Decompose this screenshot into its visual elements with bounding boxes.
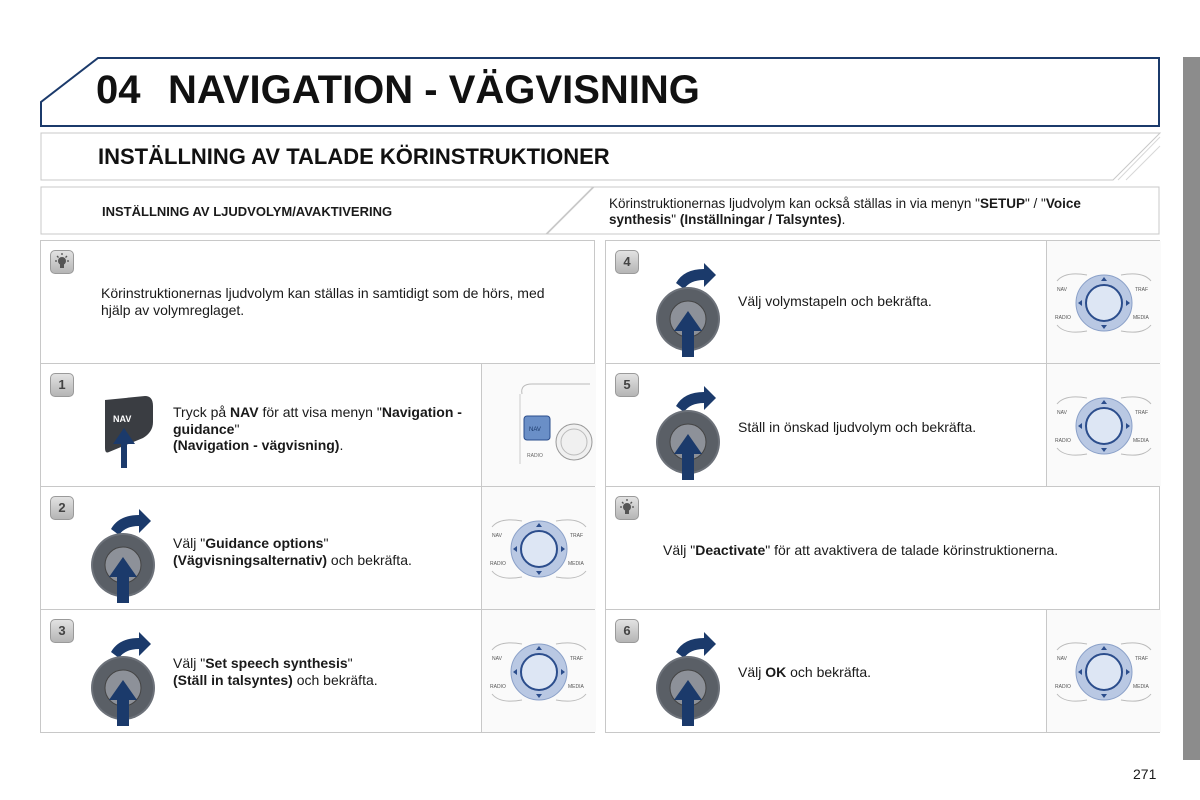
step-3-cell <box>40 609 595 733</box>
section-title: INSTÄLLNING AV TALADE KÖRINSTRUKTIONER <box>98 144 610 169</box>
step-number-badge: 3 <box>50 619 74 643</box>
chapter-title: NAVIGATION - VÄGVISNING <box>168 68 700 112</box>
tip-text: Körinstruktionernas ljudvolym kan ställas in samtidigt som de hörs, med hjälp av volymreglaget. <box>101 285 545 318</box>
step-number-badge: 4 <box>615 250 639 274</box>
control-panel-thumbnail <box>481 610 596 732</box>
thumb-media-label: MEDIA <box>1133 315 1149 321</box>
step-1-cell <box>40 363 595 487</box>
step-4-cell <box>605 240 1160 364</box>
step-3-text: Välj "Set speech synthesis" (Ställ in talsyntes) och bekräfta. <box>173 655 378 688</box>
thumb-radio-label: RADIO <box>1055 438 1071 444</box>
control-panel-thumbnail <box>1046 241 1161 363</box>
thumb-radio-label: RADIO <box>490 684 506 690</box>
rotary-knob-icon <box>654 255 726 359</box>
step-number-badge: 6 <box>615 619 639 643</box>
step-4-text: Välj volymstapeln och bekräfta. <box>738 293 932 309</box>
step-6-text: Välj OK och bekräfta. <box>738 664 872 680</box>
step-number-badge: 1 <box>50 373 74 397</box>
thumb-traf-label: TRAF <box>570 533 584 539</box>
step-5-cell <box>605 363 1160 487</box>
control-panel-thumbnail <box>481 487 596 609</box>
thumb-media-label: MEDIA <box>1133 684 1149 690</box>
step-1-text: Tryck på NAV för att visa menyn "Navigation - guidance" (Navigation - vägvisning). <box>173 404 462 453</box>
thumb-nav-label: NAV <box>1057 287 1067 293</box>
rotary-knob-icon <box>89 501 161 605</box>
tip-cell-deactivate <box>605 486 1160 610</box>
step-number-badge: 5 <box>615 373 639 397</box>
thumb-traf-label: TRAF <box>1135 287 1149 293</box>
thumb-media-label: MEDIA <box>1133 438 1149 444</box>
thumb-traf-label: TRAF <box>570 656 584 662</box>
step-6-cell <box>605 609 1160 733</box>
thumb-nav-label: NAV <box>1057 656 1067 662</box>
step-5-text: Ställ in önskad ljudvolym och bekräfta. <box>738 419 977 435</box>
step-2-text: Välj "Guidance options" (Vägvisningsalternativ) och bekräfta. <box>173 535 412 568</box>
control-panel-thumbnail <box>1046 610 1161 732</box>
thumb-media-label: MEDIA <box>568 684 584 690</box>
chapter-number: 04 <box>96 68 141 112</box>
thumb-media-label: MEDIA <box>568 561 584 567</box>
tip-cell-volume <box>40 240 595 364</box>
intro-text: Körinstruktionernas ljudvolym kan också ställas in via menyn "SETUP" / "Voice synthesis" (Inställningar / Talsyntes). <box>609 196 1081 227</box>
thumb-radio-label: RADIO <box>1055 315 1071 321</box>
chapter-side-tab <box>1183 57 1200 760</box>
lightbulb-icon <box>50 250 74 274</box>
rotary-knob-icon <box>654 624 726 728</box>
thumb-nav-label: NAV <box>492 656 502 662</box>
thumb-nav-label: NAV <box>529 427 541 433</box>
tip-text: Välj "Deactivate" för att avaktivera de talade körinstruktionerna. <box>663 542 1059 558</box>
nav-key-label: NAV <box>113 414 132 424</box>
thumb-radio-label: RADIO <box>1055 684 1071 690</box>
rotary-knob-icon <box>89 624 161 728</box>
control-panel-thumbnail <box>1046 364 1161 486</box>
thumb-radio-label: RADIO <box>490 561 506 567</box>
thumb-traf-label: TRAF <box>1135 410 1149 416</box>
page-number: 271 <box>1133 766 1157 782</box>
thumb-traf-label: TRAF <box>1135 656 1149 662</box>
rotary-knob-icon <box>654 378 726 482</box>
nav-key-icon <box>101 392 161 472</box>
thumb-nav-label: NAV <box>492 533 502 539</box>
step-2-cell <box>40 486 595 610</box>
lightbulb-icon <box>615 496 639 520</box>
thumb-nav-label: NAV <box>1057 410 1067 416</box>
subsection-title: INSTÄLLNING AV LJUDVOLYM/AVAKTIVERING <box>102 204 393 219</box>
thumb-radio-label: RADIO <box>527 453 543 459</box>
step-number-badge: 2 <box>50 496 74 520</box>
nav-button-thumbnail <box>481 364 596 486</box>
